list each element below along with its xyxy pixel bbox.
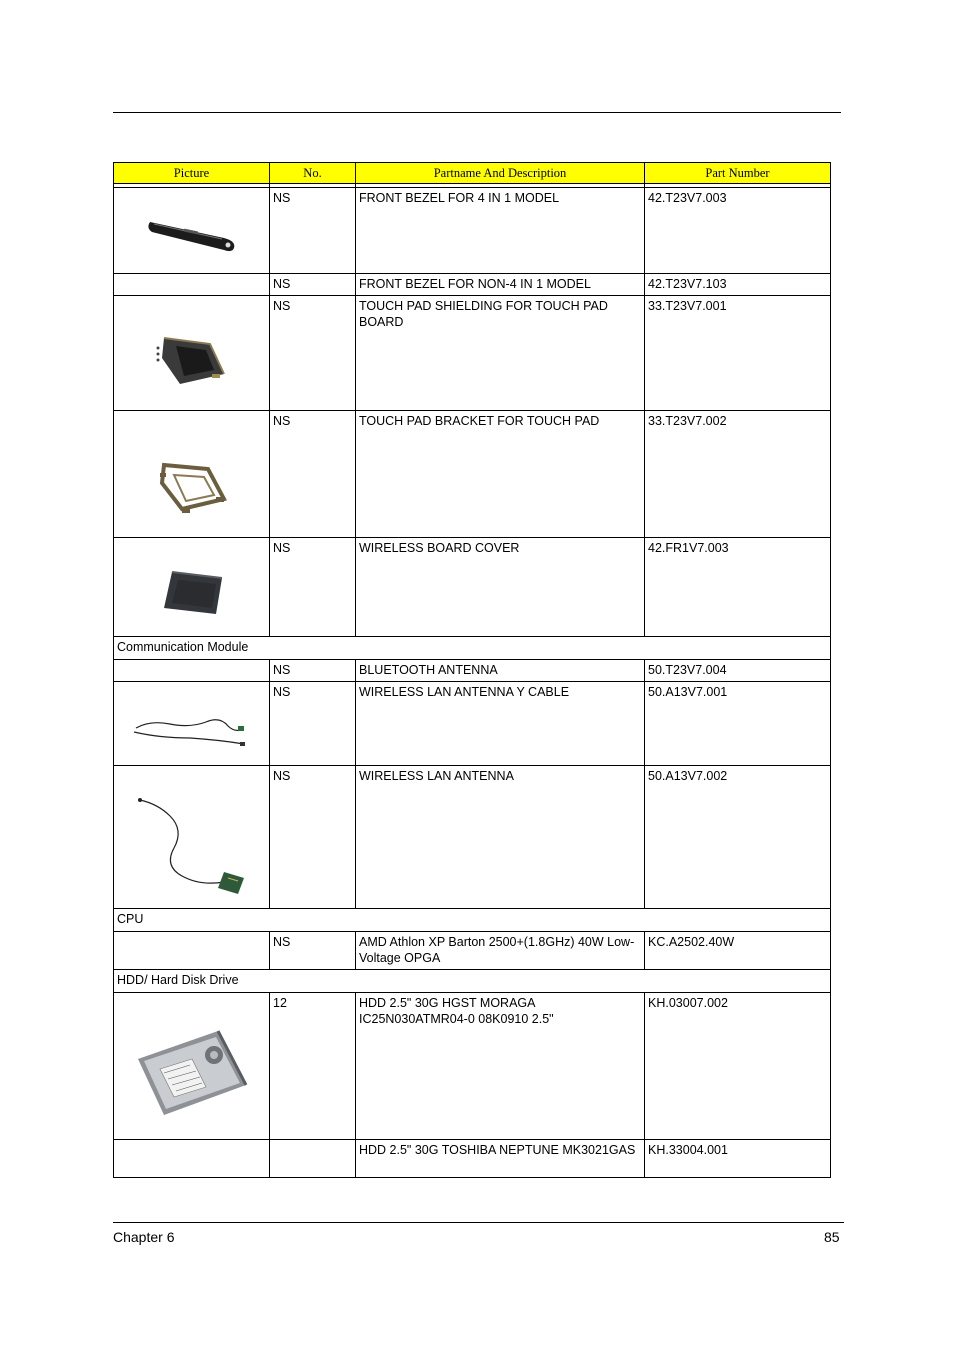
description-cell: BLUETOOTH ANTENNA <box>356 660 645 682</box>
description-cell: TOUCH PAD BRACKET FOR TOUCH PAD <box>356 411 645 538</box>
table-row <box>114 766 831 909</box>
table-row <box>114 538 831 637</box>
picture-cell <box>114 188 270 274</box>
no-cell: NS <box>270 766 356 909</box>
table-row <box>114 993 831 1140</box>
part-number-cell: 33.T23V7.002 <box>645 411 831 538</box>
table-row <box>114 932 831 970</box>
part-number-cell: KC.A2502.40W <box>645 932 831 970</box>
part-number-cell: 33.T23V7.001 <box>645 296 831 411</box>
picture-cell <box>114 296 270 411</box>
table-header-row <box>114 163 831 184</box>
description-cell: WIRELESS LAN ANTENNA <box>356 766 645 909</box>
part-number-cell: 50.A13V7.001 <box>645 682 831 766</box>
no-cell: NS <box>270 411 356 538</box>
description-cell: AMD Athlon XP Barton 2500+(1.8GHz) 40W Low-Voltage OPGA <box>356 932 645 970</box>
no-cell <box>270 1140 356 1178</box>
part-number-cell: 42.T23V7.003 <box>645 188 831 274</box>
section-row <box>114 970 831 993</box>
description-cell: TOUCH PAD SHIELDING FOR TOUCH PAD BOARD <box>356 296 645 411</box>
table-row <box>114 188 831 274</box>
picture-cell <box>114 682 270 766</box>
no-cell: NS <box>270 188 356 274</box>
table-row <box>114 296 831 411</box>
description-cell: FRONT BEZEL FOR NON-4 IN 1 MODEL <box>356 274 645 296</box>
section-label: Communication Module <box>114 637 831 660</box>
description-cell: FRONT BEZEL FOR 4 IN 1 MODEL <box>356 188 645 274</box>
header-part-number: Part Number <box>645 163 831 184</box>
picture-cell <box>114 274 270 296</box>
antenna-image <box>134 792 250 900</box>
no-cell: NS <box>270 274 356 296</box>
part-number-cell: 50.T23V7.004 <box>645 660 831 682</box>
header-rule <box>113 112 841 113</box>
wireless-cover-image <box>160 568 226 618</box>
picture-cell <box>114 766 270 909</box>
part-number-cell: 42.T23V7.103 <box>645 274 831 296</box>
no-cell: NS <box>270 932 356 970</box>
header-picture: Picture <box>114 163 270 184</box>
hdd-image <box>134 1025 250 1117</box>
footer-rule <box>113 1222 844 1223</box>
picture-cell <box>114 660 270 682</box>
picture-cell <box>114 993 270 1140</box>
touchpad-bracket-image <box>158 459 230 519</box>
description-cell: HDD 2.5" 30G TOSHIBA NEPTUNE MK3021GAS <box>356 1140 645 1178</box>
picture-cell <box>114 1140 270 1178</box>
part-number-cell: 42.FR1V7.003 <box>645 538 831 637</box>
table-row <box>114 1140 831 1178</box>
header-no: No. <box>270 163 356 184</box>
touchpad-shielding-image <box>154 330 230 390</box>
part-number-cell: KH.33004.001 <box>645 1140 831 1178</box>
table-row <box>114 660 831 682</box>
header-description: Partname And Description <box>356 163 645 184</box>
no-cell: NS <box>270 296 356 411</box>
section-row <box>114 909 831 932</box>
table-row <box>114 411 831 538</box>
part-number-cell: 50.A13V7.002 <box>645 766 831 909</box>
picture-cell <box>114 411 270 538</box>
picture-cell <box>114 932 270 970</box>
section-label: HDD/ Hard Disk Drive <box>114 970 831 993</box>
no-cell: NS <box>270 538 356 637</box>
description-cell: WIRELESS LAN ANTENNA Y CABLE <box>356 682 645 766</box>
section-row <box>114 637 831 660</box>
no-cell: NS <box>270 682 356 766</box>
part-number-cell: KH.03007.002 <box>645 993 831 1140</box>
antenna-y-cable-image <box>130 712 250 752</box>
description-cell: WIRELESS BOARD COVER <box>356 538 645 637</box>
footer-page-number: 85 <box>824 1229 840 1245</box>
table-row <box>114 682 831 766</box>
table-row <box>114 274 831 296</box>
front-bezel-image <box>144 214 240 254</box>
parts-table <box>113 162 831 1178</box>
description-cell: HDD 2.5" 30G HGST MORAGA IC25N030ATMR04-0 08K0910 2.5" <box>356 993 645 1140</box>
section-label: CPU <box>114 909 831 932</box>
picture-cell <box>114 538 270 637</box>
no-cell: 12 <box>270 993 356 1140</box>
no-cell: NS <box>270 660 356 682</box>
footer-chapter: Chapter 6 <box>113 1229 175 1245</box>
